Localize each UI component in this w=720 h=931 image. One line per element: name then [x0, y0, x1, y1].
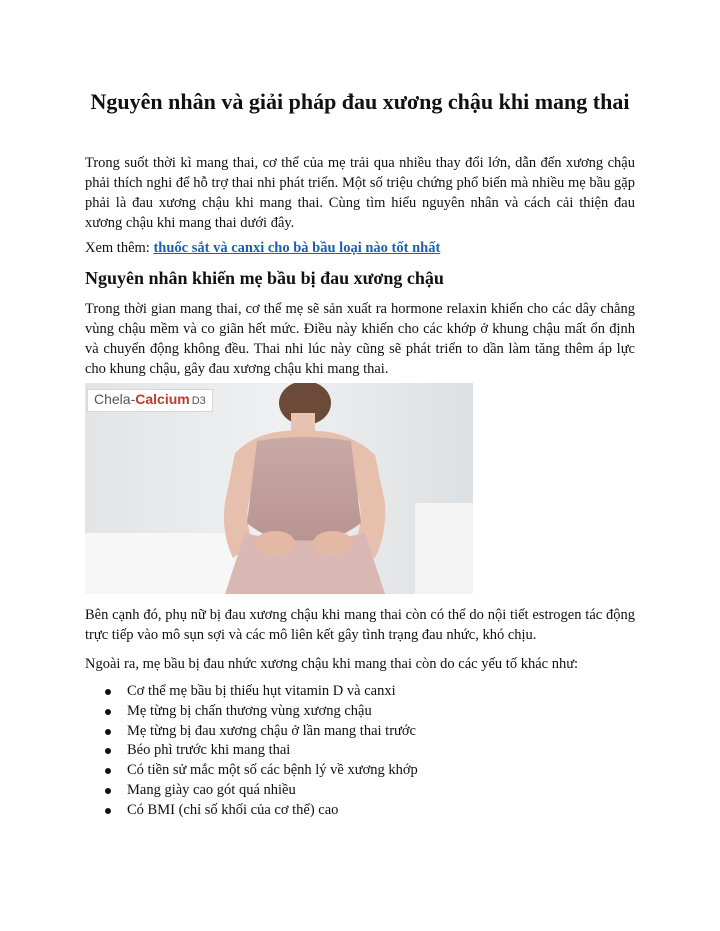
section-heading: Nguyên nhân khiến mẹ bầu bị đau xương chậu — [85, 268, 444, 288]
list-item: Mang giày cao gót quá nhiều — [85, 781, 635, 801]
page-title: Nguyên nhân và giải pháp đau xương chậu khi mang thai — [90, 89, 630, 114]
woman-back-pain-illustration — [85, 383, 473, 594]
relaxin-paragraph: Trong thời gian mang thai, cơ thể mẹ sẽ sản xuất ra hormone relaxin khiến cho các dây chằng vùng chậu mềm và co giãn hết mức. Điều này khiến cho các khớp ở khung chậu mất ổn định và chuyển động không đều. Thai nhi lúc này cũng sẽ phát triển to dần làm tăng thêm áp lực cho khung chậu, gây đau xương chậu khi mang thai. — [85, 301, 635, 377]
see-also-prefix: Xem thêm: — [85, 240, 154, 256]
causes-list — [85, 682, 635, 821]
see-also-link[interactable]: thuốc sắt và canxi cho bà bầu loại nào tốt nhất — [153, 240, 441, 256]
list-item: Mẹ từng bị đau xương chậu ở lần mang thai trước — [85, 722, 635, 742]
see-also-line — [85, 238, 635, 258]
list-item: Có tiền sử mắc một số các bệnh lý về xương khớp — [85, 761, 635, 781]
list-item: Béo phì trước khi mang thai — [85, 741, 635, 761]
article-photo — [85, 383, 473, 594]
brand-logo — [87, 389, 213, 412]
other-causes-intro: Ngoài ra, mẹ bầu bị đau nhức xương chậu khi mang thai còn do các yếu tố khác như: — [85, 656, 579, 672]
logo-main: Calcium — [135, 391, 190, 407]
estrogen-paragraph: Bên cạnh đó, phụ nữ bị đau xương chậu khi mang thai còn có thể do nội tiết estrogen tác động trực tiếp vào mô sụn sợi và các mô liên kết gây tình trạng đau nhức, khó chịu. — [85, 607, 635, 643]
list-item: Mẹ từng bị chấn thương vùng xương chậu — [85, 702, 635, 722]
logo-prefix: Chela- — [94, 391, 136, 407]
list-item: Cơ thể mẹ bầu bị thiếu hụt vitamin D và canxi — [85, 682, 635, 702]
list-item: Có BMI (chỉ số khối của cơ thể) cao — [85, 801, 635, 821]
intro-paragraph: Trong suốt thời kì mang thai, cơ thể của mẹ trải qua nhiều thay đổi lớn, dẫn đến xương chậu phải thích nghi để hỗ trợ thai nhi phát triển. Một số triệu chứng phổ biến mà nhiều mẹ bầu gặp phải là đau xương chậu khi mang thai. Cùng tìm hiểu nguyên nhân và cách cải thiện đau xương chậu khi mang thai dưới đây. — [85, 155, 635, 231]
logo-suffix: D3 — [191, 395, 206, 407]
